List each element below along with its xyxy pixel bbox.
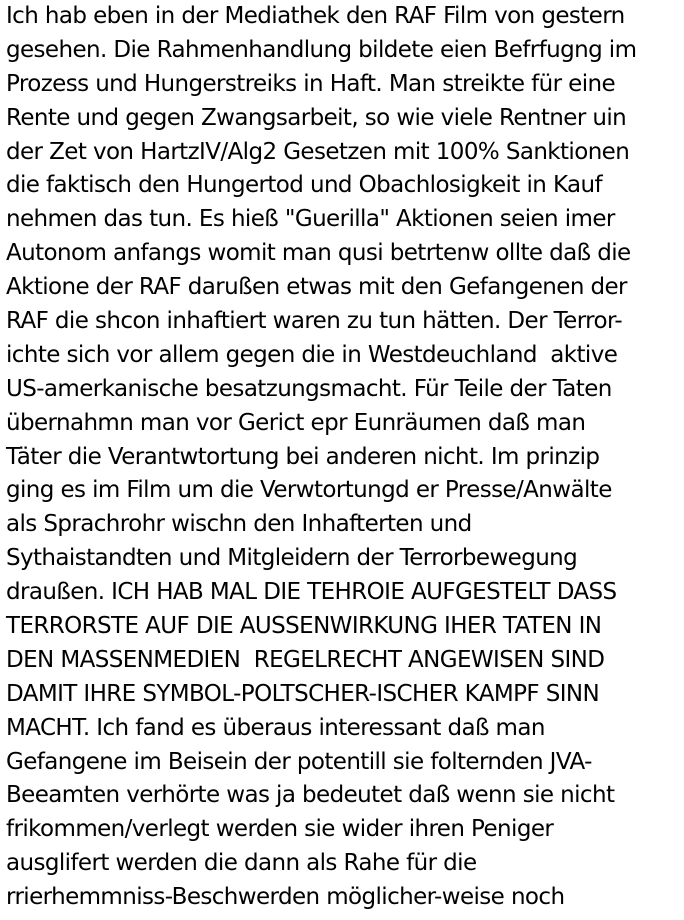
text-line: rrierhemmniss-Beschwerden möglicher-weise noch (6, 884, 565, 911)
text-line: Ich hab eben in der Mediathek den RAF Film von gestern (6, 3, 625, 29)
document-text (6, 0, 684, 915)
text-line: Sythaistandten und Mitgleidern der Terrorbewegung (6, 545, 578, 572)
text-line: gesehen. Die Rahmenhandlung bildete eien Befrfugng im (6, 36, 637, 63)
text-line: Gefangene im Beisein der potentill sie folternden JVA- (6, 748, 592, 775)
text-line: TERRORSTE AUF DIE AUSSENWIRKUNG IHER TATEN IN (6, 613, 602, 640)
text-line: US-amerkanische besatzungsmacht. Für Teile der Taten (6, 375, 612, 402)
text-line: DEN MASSENMEDIEN REGELRECHT ANGEWISEN SIND (6, 646, 605, 673)
text-line: Täter die Verantwtortung bei anderen nicht. Im prinzip (6, 443, 600, 470)
text-line: DAMIT IHRE SYMBOL-POLTSCHER-ISCHER KAMPF SINN (6, 680, 600, 707)
text-line: übernahmn man vor Gerict epr Eunräumen daß man (6, 409, 586, 436)
text-line: draußen. ICH HAB MAL DIE TEHROIE AUFGESTELT DASS (6, 579, 617, 606)
text-line: Aktione der RAF darußen etwas mit den Gefangenen der (6, 274, 627, 301)
text-line: ging es im Film um die Verwtortungd er Presse/Anwälte (6, 477, 612, 504)
text-line: ausglifert werden die dann als Rahe für die (6, 850, 477, 877)
text-line: Autonom anfangs womit man qusi betrtenw ollte daß die (6, 240, 631, 267)
text-line: RAF die shcon inhaftiert waren zu tun hätten. Der Terror- (6, 308, 623, 335)
text-line: Rente und gegen Zwangsarbeit, so wie viele Rentner uin (6, 104, 627, 131)
text-line: die faktisch den Hungertod und Obachlosigkeit in Kauf (6, 172, 602, 199)
text-line: ichte sich vor allem gegen die in Westdeuchland aktive (6, 341, 618, 368)
text-line: nehmen das tun. Es hieß "Guerilla" Aktionen seien imer (6, 206, 615, 233)
text-line: MACHT. Ich fand es überaus interessant daß man (6, 714, 545, 741)
text-line: Prozess und Hungerstreiks in Haft. Man streikte für eine (6, 70, 616, 97)
text-line: als Sprachrohr wischn den Inhafterten und (6, 511, 472, 538)
text-line: frikommen/verlegt werden sie wider ihren Peniger (6, 816, 554, 843)
text-line: Beeamten verhörte was ja bedeutet daß wenn sie nicht (6, 782, 615, 809)
text-line: der Zet von HartzIV/Alg2 Gesetzen mit 100% Sanktionen (6, 138, 630, 165)
